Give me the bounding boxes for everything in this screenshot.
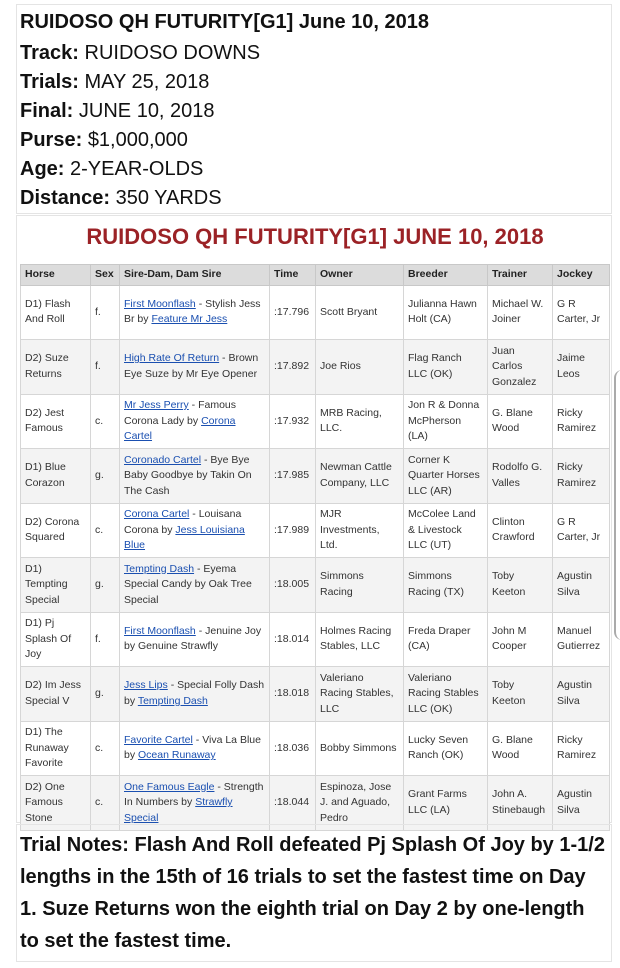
sire-link[interactable]: Favorite Cartel xyxy=(124,733,193,746)
owner-cell: Bobby Simmons xyxy=(316,721,404,776)
owner-cell: Holmes Racing Stables, LLC xyxy=(316,612,404,667)
time-cell: :17.932 xyxy=(270,394,316,449)
horse-cell: D2) One Famous Stone xyxy=(21,776,91,831)
breeder-cell: Julianna Hawn Holt (CA) xyxy=(404,285,488,340)
table-row xyxy=(21,340,610,395)
owner-cell: MRB Racing, LLC. xyxy=(316,394,404,449)
pedigree-cell xyxy=(120,612,270,667)
jockey-cell: Agustin Silva xyxy=(553,667,610,722)
jockey-cell: Jaime Leos xyxy=(553,340,610,395)
horse-cell: D1) Tempting Special xyxy=(21,558,91,613)
trainer-cell: Rodolfo G. Valles xyxy=(488,449,553,504)
jockey-cell: Ricky Ramirez xyxy=(553,394,610,449)
table-row xyxy=(21,285,610,340)
sire-link[interactable]: Coronado Cartel xyxy=(124,453,202,466)
age-line xyxy=(20,157,203,181)
track-line xyxy=(20,41,260,65)
pedigree-cell xyxy=(120,776,270,831)
sire-link[interactable]: One Famous Eagle xyxy=(124,780,215,793)
breeder-cell: Flag Ranch LLC (OK) xyxy=(404,340,488,395)
trainer-cell: John M Cooper xyxy=(488,612,553,667)
sire-link[interactable]: Mr Jess Perry xyxy=(124,399,189,411)
purse-line xyxy=(20,128,188,152)
dam-sire-link[interactable]: Tempting Dash xyxy=(137,694,208,707)
owner-cell: MJR Investments, Ltd. xyxy=(316,503,404,558)
sex-cell: c. xyxy=(91,776,120,831)
breeder-cell: McColee Land & Livestock LLC (UT) xyxy=(404,503,488,558)
sex-cell: g. xyxy=(91,449,120,504)
sex-cell: c. xyxy=(91,721,120,776)
dam-text: - Famous Corona Lady by xyxy=(124,399,237,427)
trainer-cell: G. Blane Wood xyxy=(488,394,553,449)
table-row xyxy=(21,776,610,831)
jockey-cell: Ricky Ramirez xyxy=(553,449,610,504)
dam-text: - Eyema Special Candy by Oak Tree Special xyxy=(124,562,252,606)
table-row xyxy=(21,667,610,722)
horse-cell: D2) Suze Returns xyxy=(21,340,91,395)
horse-cell: D2) Corona Squared xyxy=(21,503,91,558)
sex-cell: c. xyxy=(91,394,120,449)
owner-cell: Espinoza, Jose J. and Aguado, Pedro xyxy=(316,776,404,831)
horse-cell: D2) Im Jess Special V xyxy=(21,667,91,722)
sire-link[interactable]: First Moonflash xyxy=(124,297,196,310)
dam-text: - Jenuine Joy by Genuine Strawfly xyxy=(124,624,262,653)
dam-text: - Viva La Blue by xyxy=(124,733,261,762)
race-title: RUIDOSO QH FUTURITY[G1] June 10, 2018 xyxy=(20,11,429,33)
owner-cell: Valeriano Racing Stables, LLC xyxy=(316,667,404,722)
horse-cell: D1) Flash And Roll xyxy=(21,285,91,340)
table-row xyxy=(21,503,610,558)
pedigree-cell xyxy=(120,285,270,340)
header-row xyxy=(21,265,610,286)
horse-cell: D1) The Runaway Favorite xyxy=(21,721,91,776)
breeder-cell: Freda Draper (CA) xyxy=(404,612,488,667)
time-cell: :17.989 xyxy=(270,503,316,558)
col-header-sire-dam: Sire-Dam, Dam Sire xyxy=(120,265,270,286)
table-row xyxy=(21,721,610,776)
age-label: Age: xyxy=(20,158,65,180)
dam-text: - Special Folly Dash by xyxy=(124,679,265,707)
final-label: Final: xyxy=(20,100,74,122)
breeder-cell: Lucky Seven Ranch (OK) xyxy=(404,721,488,776)
breeder-cell: Valeriano Racing Stables LLC (OK) xyxy=(404,667,488,722)
dam-sire-link[interactable]: Ocean Runaway xyxy=(138,749,216,762)
jockey-cell: G R Carter, Jr xyxy=(553,285,610,340)
scroll-edge-indicator[interactable] xyxy=(614,370,620,640)
dam-text: - Louisana Corona by xyxy=(124,508,242,536)
sex-cell: f. xyxy=(91,285,120,340)
breeder-cell: Grant Farms LLC (LA) xyxy=(404,776,488,831)
sex-cell: g. xyxy=(91,667,120,722)
distance-line xyxy=(20,186,222,210)
final-value: JUNE 10, 2018 xyxy=(78,100,215,122)
breeder-cell: Simmons Racing (TX) xyxy=(404,558,488,613)
col-header-sex: Sex xyxy=(91,265,120,286)
pedigree-cell xyxy=(120,558,270,613)
pedigree-cell xyxy=(120,449,270,504)
time-cell: :18.018 xyxy=(270,667,316,722)
dam-sire-link[interactable]: Feature Mr Jess xyxy=(151,313,228,326)
owner-cell: Newman Cattle Company, LLC xyxy=(316,449,404,504)
trials-label: Trials: xyxy=(20,71,79,93)
pedigree-cell xyxy=(120,340,270,395)
dam-text: - Strength In Numbers by xyxy=(124,780,264,808)
trainer-cell: Toby Keeton xyxy=(488,667,553,722)
trainer-cell: Toby Keeton xyxy=(488,558,553,613)
sire-link[interactable]: Corona Cartel xyxy=(124,508,190,520)
purse-value: $1,000,000 xyxy=(87,129,188,151)
time-cell: :18.014 xyxy=(270,612,316,667)
owner-cell: Joe Rios xyxy=(316,340,404,395)
dam-sire-link[interactable]: Jess Louisiana Blue xyxy=(124,523,245,551)
dam-sire-link[interactable]: Corona Cartel xyxy=(124,414,236,442)
owner-cell: Scott Bryant xyxy=(316,285,404,340)
results-title: RUIDOSO QH FUTURITY[G1] JUNE 10, 2018 xyxy=(86,224,544,249)
owner-cell: Simmons Racing xyxy=(316,558,404,613)
pedigree-cell xyxy=(120,394,270,449)
col-header-jockey: Jockey xyxy=(553,265,610,286)
trainer-cell: John A. Stinebaugh xyxy=(488,776,553,831)
sex-cell: f. xyxy=(91,340,120,395)
trials-line xyxy=(20,70,209,94)
track-label: Track: xyxy=(20,42,79,64)
sire-link[interactable]: High Rate Of Return xyxy=(124,352,220,365)
final-line xyxy=(20,99,215,123)
dam-sire-link[interactable]: Strawfly Special xyxy=(124,796,233,824)
trial-notes: Trial Notes: Flash And Roll defeated Pj Splash Of Joy by 1-1/2 lengths in the 15th of 16 trials to set the fastest time on Day 1. Suze Returns won the eighth trial on Day 2 by one-length to set the fastest time. xyxy=(20,834,605,952)
jockey-cell: Ricky Ramirez xyxy=(553,721,610,776)
dam-text: - Stylish Jess Br by xyxy=(124,297,261,326)
col-header-trainer: Trainer xyxy=(488,265,553,286)
jockey-cell: G R Carter, Jr xyxy=(553,503,610,558)
jockey-cell: Agustin Silva xyxy=(553,558,610,613)
col-header-horse: Horse xyxy=(21,265,91,286)
trainer-cell: Juan Carlos Gonzalez xyxy=(488,340,553,395)
sire-link[interactable]: Jess Lips xyxy=(124,679,168,692)
trainer-cell: Michael W. Joiner xyxy=(488,285,553,340)
table-row xyxy=(21,558,610,613)
time-cell: :18.044 xyxy=(270,776,316,831)
col-header-time: Time xyxy=(270,265,316,286)
table-row xyxy=(21,612,610,667)
sire-link[interactable]: First Moonflash xyxy=(124,624,196,637)
trainer-cell: G. Blane Wood xyxy=(488,721,553,776)
table-row xyxy=(21,449,610,504)
horse-cell: D2) Jest Famous xyxy=(21,394,91,449)
distance-value: 350 YARDS xyxy=(115,187,222,209)
results-table xyxy=(20,264,610,831)
distance-label: Distance: xyxy=(20,187,111,209)
col-header-breeder: Breeder xyxy=(404,265,488,286)
pedigree-cell xyxy=(120,667,270,722)
horse-cell: D1) Blue Corazon xyxy=(21,449,91,504)
time-cell: :18.036 xyxy=(270,721,316,776)
age-value: 2-YEAR-OLDS xyxy=(70,158,204,180)
sex-cell: g. xyxy=(91,558,120,613)
time-cell: :17.985 xyxy=(270,449,316,504)
sex-cell: f. xyxy=(91,612,120,667)
jockey-cell: Manuel Gutierrez xyxy=(553,612,610,667)
time-cell: :17.796 xyxy=(270,285,316,340)
dam-text: - Brown Eye Suze by Mr Eye Opener xyxy=(124,352,259,380)
sire-link[interactable]: Tempting Dash xyxy=(124,562,195,575)
time-cell: :17.892 xyxy=(270,340,316,395)
time-cell: :18.005 xyxy=(270,558,316,613)
breeder-cell: Jon R & Donna McPherson (LA) xyxy=(404,394,488,449)
jockey-cell: Agustin Silva xyxy=(553,776,610,831)
dam-text: - Bye Bye Baby Goodbye by Takin On The Cash xyxy=(124,453,252,497)
horse-cell: D1) Pj Splash Of Joy xyxy=(21,612,91,667)
trials-value: MAY 25, 2018 xyxy=(84,71,210,93)
pedigree-cell xyxy=(120,721,270,776)
track-value: RUIDOSO DOWNS xyxy=(84,42,261,64)
col-header-owner: Owner xyxy=(316,265,404,286)
table-row xyxy=(21,394,610,449)
sex-cell: c. xyxy=(91,503,120,558)
pedigree-cell xyxy=(120,503,270,558)
trainer-cell: Clinton Crawford xyxy=(488,503,553,558)
breeder-cell: Corner K Quarter Horses LLC (AR) xyxy=(404,449,488,504)
purse-label: Purse: xyxy=(20,129,83,151)
